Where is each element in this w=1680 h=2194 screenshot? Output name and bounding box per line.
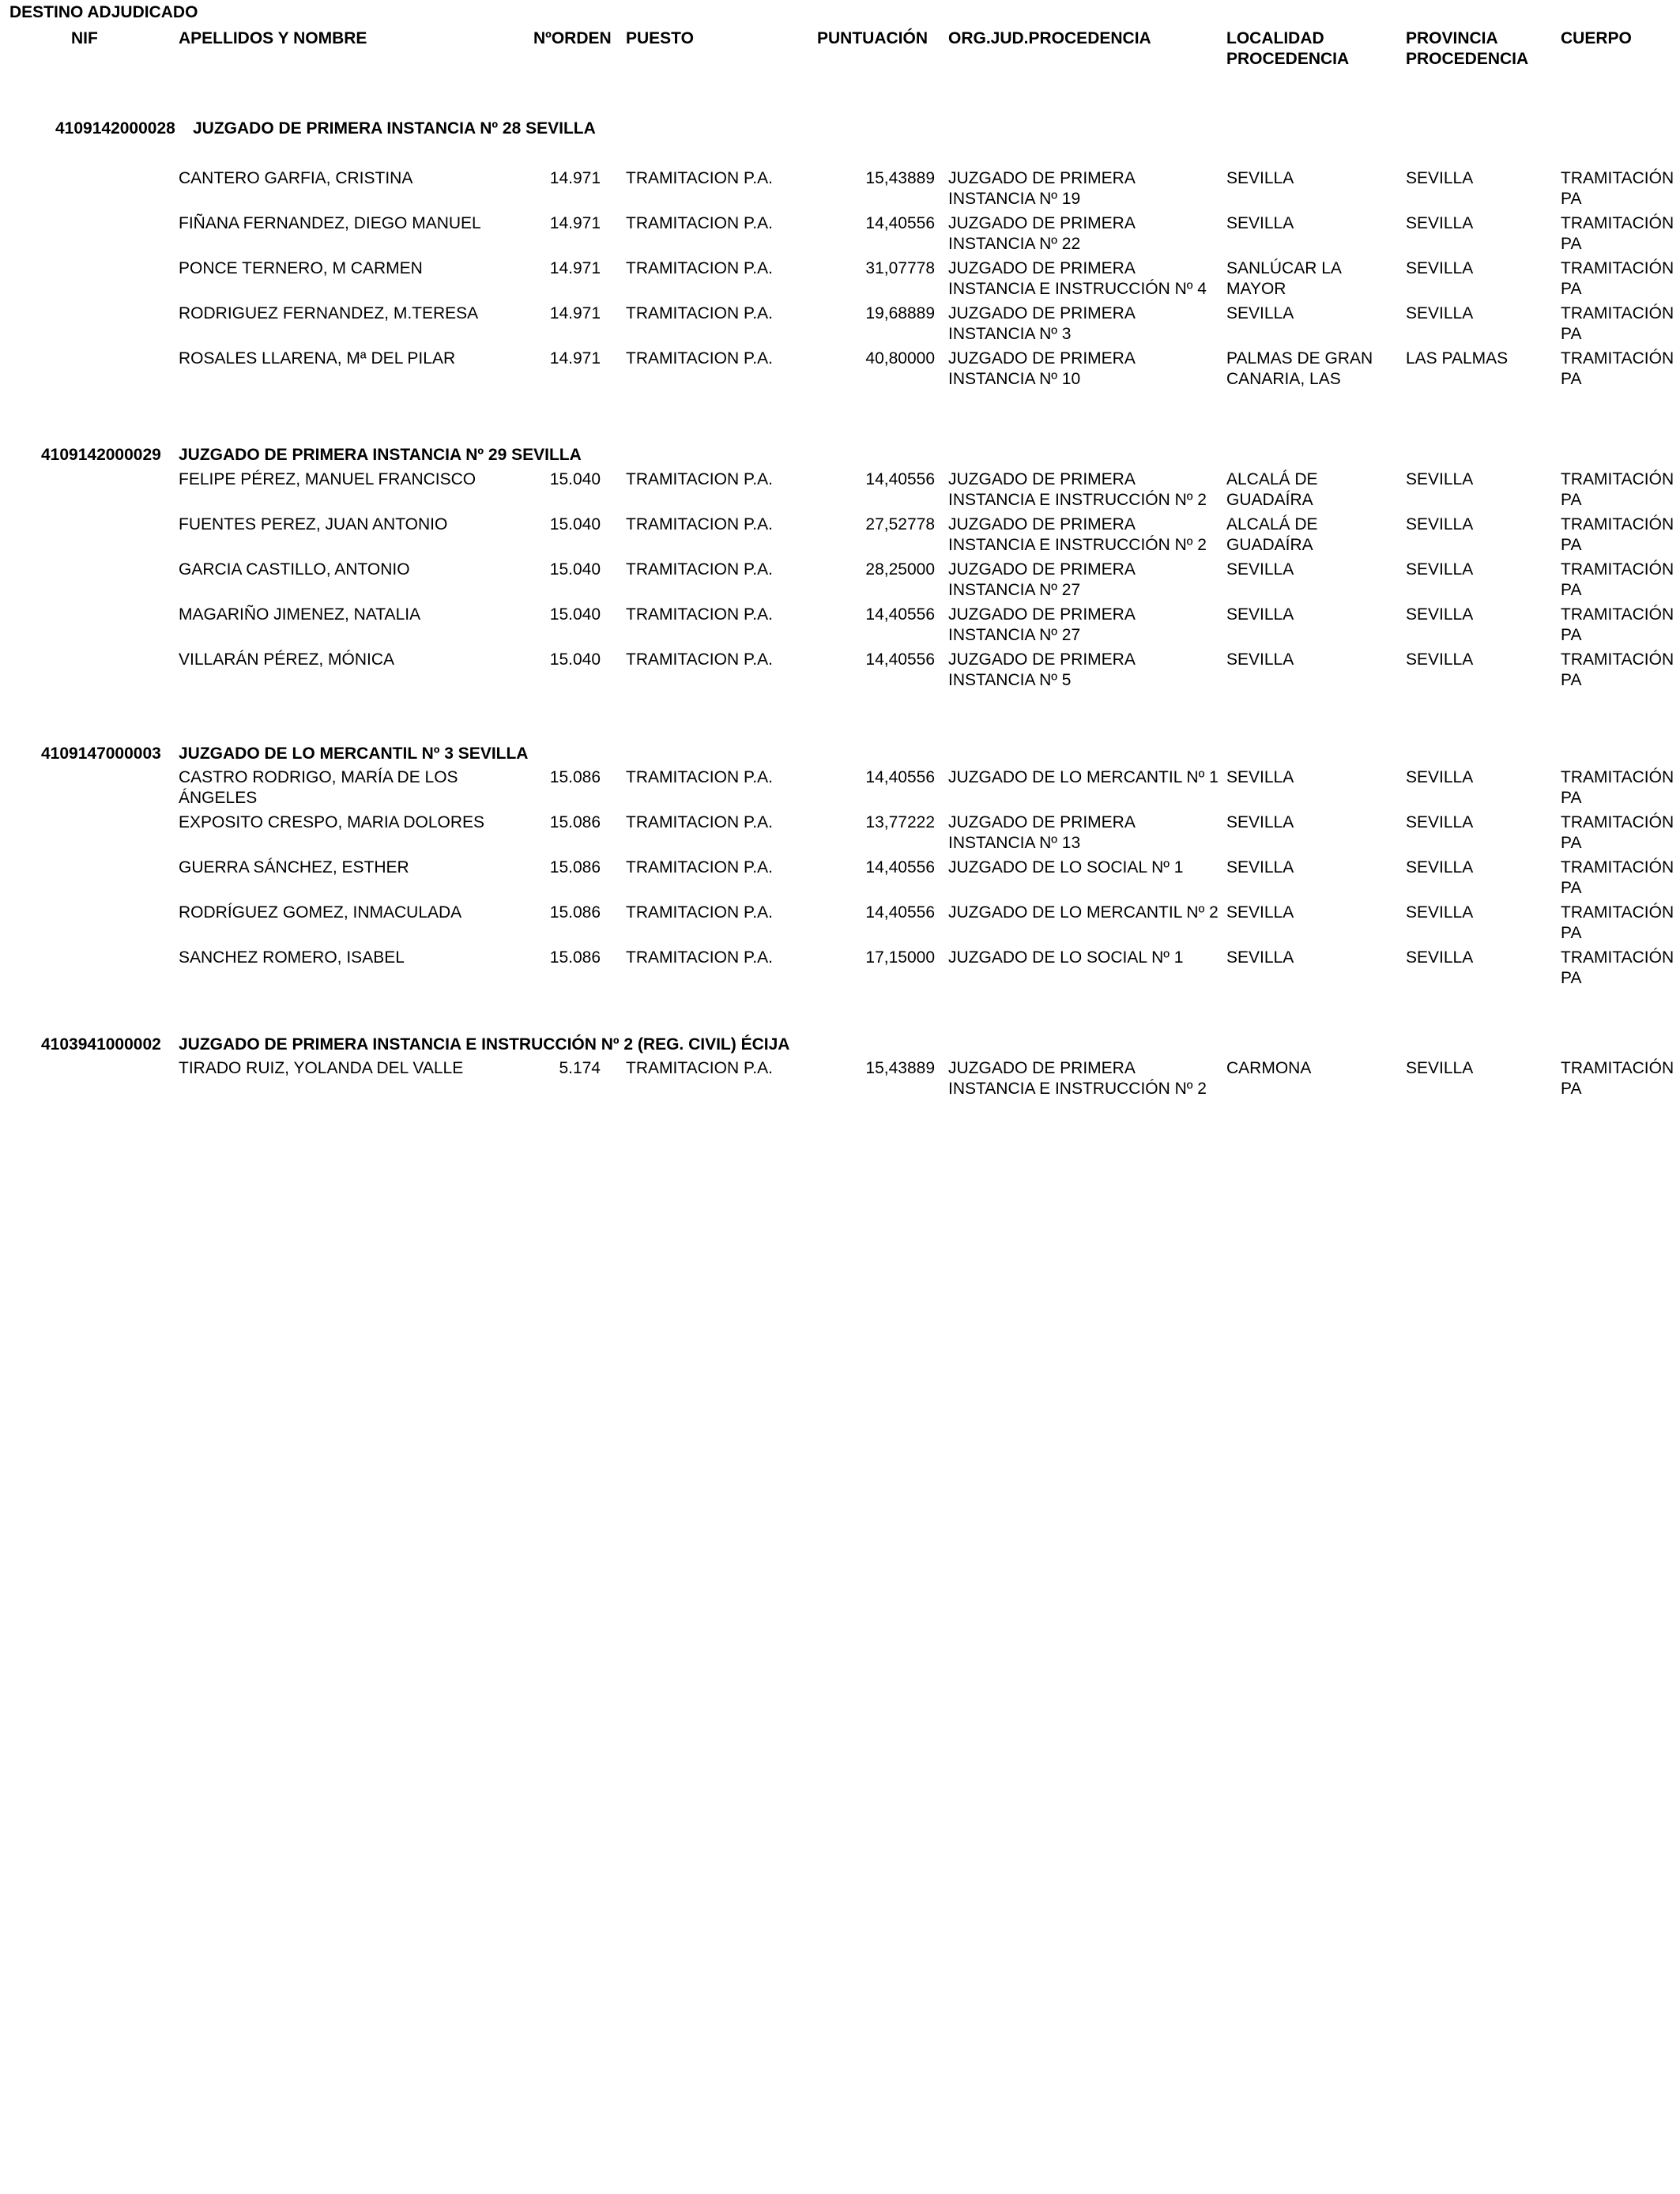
origin-locality: ALCALÁ DE GUADAÍRA — [1226, 470, 1318, 509]
origin-locality: SEVILLA — [1226, 214, 1294, 232]
score: 14,40556 — [865, 650, 935, 669]
origin-locality: PALMAS DE GRAN CANARIA, LAS — [1226, 349, 1373, 388]
position: TRAMITACION P.A. — [626, 560, 773, 579]
court-name: JUZGADO DE LO MERCANTIL Nº 3 SEVILLA — [179, 745, 529, 763]
position: TRAMITACION P.A. — [626, 470, 773, 488]
court-name: JUZGADO DE PRIMERA INSTANCIA Nº 29 SEVILLA — [179, 446, 582, 464]
score: 27,52778 — [865, 515, 935, 533]
corps: TRAMITACIÓN PA — [1561, 560, 1674, 599]
person-name: EXPOSITO CRESPO, MARIA DOLORES — [179, 813, 485, 831]
header-puntuacion: PUNTUACIÓN — [817, 29, 928, 47]
origin-province: SEVILLA — [1406, 169, 1474, 187]
person-name: FIÑANA FERNANDEZ, DIEGO MANUEL — [179, 214, 481, 232]
order-number: 15.040 — [549, 515, 601, 533]
order-number: 15.040 — [549, 470, 601, 488]
score: 31,07778 — [865, 259, 935, 277]
origin-province: SEVILLA — [1406, 605, 1474, 624]
header-localidad: LOCALIDAD PROCEDENCIA — [1226, 29, 1350, 68]
person-name: MAGARIÑO JIMENEZ, NATALIA — [179, 605, 421, 624]
order-number: 15.086 — [549, 903, 601, 922]
score: 28,25000 — [865, 560, 935, 579]
position: TRAMITACION P.A. — [626, 858, 773, 876]
origin-court: JUZGADO DE PRIMERA INSTANCIA Nº 5 — [948, 650, 1135, 689]
origin-province: SEVILLA — [1406, 813, 1474, 831]
origin-locality: SEVILLA — [1226, 560, 1294, 579]
origin-court: JUZGADO DE LO MERCANTIL Nº 2 — [948, 903, 1219, 922]
position: TRAMITACION P.A. — [626, 650, 773, 669]
person-name: ROSALES LLARENA, Mª DEL PILAR — [179, 349, 456, 368]
origin-court: JUZGADO DE LO SOCIAL Nº 1 — [948, 948, 1184, 967]
score: 15,43889 — [865, 1059, 935, 1077]
position: TRAMITACION P.A. — [626, 948, 773, 967]
order-number: 14.971 — [549, 214, 601, 232]
score: 40,80000 — [865, 349, 935, 368]
person-name: TIRADO RUIZ, YOLANDA DEL VALLE — [179, 1059, 464, 1077]
origin-court: JUZGADO DE PRIMERA INSTANCIA Nº 19 — [948, 169, 1135, 208]
origin-locality: SEVILLA — [1226, 169, 1294, 187]
origin-province: SEVILLA — [1406, 560, 1474, 579]
origin-court: JUZGADO DE PRIMERA INSTANCIA Nº 22 — [948, 214, 1135, 253]
origin-court: JUZGADO DE LO SOCIAL Nº 1 — [948, 858, 1184, 876]
header-nif: NIF — [71, 29, 98, 47]
score: 14,40556 — [865, 903, 935, 922]
origin-locality: SEVILLA — [1226, 605, 1294, 624]
person-name: RODRIGUEZ FERNANDEZ, M.TERESA — [179, 304, 479, 322]
corps: TRAMITACIÓN PA — [1561, 903, 1674, 942]
score: 14,40556 — [865, 768, 935, 786]
origin-court: JUZGADO DE PRIMERA INSTANCIA Nº 27 — [948, 605, 1135, 644]
header-provincia: PROVINCIA PROCEDENCIA — [1406, 29, 1529, 68]
score: 14,40556 — [865, 214, 935, 232]
score: 14,40556 — [865, 858, 935, 876]
order-number: 5.174 — [559, 1059, 601, 1077]
court-name: JUZGADO DE PRIMERA INSTANCIA Nº 28 SEVILLA — [193, 119, 596, 138]
origin-province: SEVILLA — [1406, 948, 1474, 967]
order-number: 15.040 — [549, 650, 601, 669]
position: TRAMITACION P.A. — [626, 349, 773, 368]
position: TRAMITACION P.A. — [626, 515, 773, 533]
origin-province: SEVILLA — [1406, 515, 1474, 533]
corps: TRAMITACIÓN PA — [1561, 858, 1674, 897]
order-number: 15.040 — [549, 560, 601, 579]
person-name: GARCIA CASTILLO, ANTONIO — [179, 560, 410, 579]
score: 13,77222 — [865, 813, 935, 831]
order-number: 14.971 — [549, 304, 601, 322]
origin-court: JUZGADO DE PRIMERA INSTANCIA E INSTRUCCIÓN Nº 2 — [948, 470, 1207, 509]
score: 17,15000 — [865, 948, 935, 967]
court-code: 4109147000003 — [41, 745, 161, 763]
corps: TRAMITACIÓN PA — [1561, 813, 1674, 852]
origin-province: SEVILLA — [1406, 470, 1474, 488]
origin-locality: SEVILLA — [1226, 813, 1294, 831]
origin-court: JUZGADO DE PRIMERA INSTANCIA E INSTRUCCIÓN Nº 2 — [948, 1059, 1207, 1098]
corps: TRAMITACIÓN PA — [1561, 214, 1674, 253]
score: 19,68889 — [865, 304, 935, 322]
origin-court: JUZGADO DE PRIMERA INSTANCIA E INSTRUCCIÓN Nº 4 — [948, 259, 1207, 298]
position: TRAMITACION P.A. — [626, 903, 773, 922]
origin-court: JUZGADO DE PRIMERA INSTANCIA Nº 13 — [948, 813, 1135, 852]
person-name: PONCE TERNERO, M CARMEN — [179, 259, 423, 277]
origin-locality: SEVILLA — [1226, 768, 1294, 786]
origin-province: SEVILLA — [1406, 903, 1474, 922]
person-name: FUENTES PEREZ, JUAN ANTONIO — [179, 515, 448, 533]
order-number: 15.086 — [549, 813, 601, 831]
court-name: JUZGADO DE PRIMERA INSTANCIA E INSTRUCCIÓN Nº 2 (REG. CIVIL) ÉCIJA — [179, 1035, 790, 1054]
origin-province: SEVILLA — [1406, 1059, 1474, 1077]
corps: TRAMITACIÓN PA — [1561, 304, 1674, 343]
court-code: 4103941000002 — [41, 1035, 161, 1054]
position: TRAMITACION P.A. — [626, 214, 773, 232]
position: TRAMITACION P.A. — [626, 605, 773, 624]
order-number: 14.971 — [549, 349, 601, 368]
order-number: 15.040 — [549, 605, 601, 624]
person-name: GUERRA SÁNCHEZ, ESTHER — [179, 858, 409, 876]
person-name: SANCHEZ ROMERO, ISABEL — [179, 948, 405, 967]
origin-locality: SANLÚCAR LA MAYOR — [1226, 259, 1341, 298]
origin-province: SEVILLA — [1406, 259, 1474, 277]
header-puesto: PUESTO — [626, 29, 694, 47]
origin-province: SEVILLA — [1406, 768, 1474, 786]
origin-province: SEVILLA — [1406, 858, 1474, 876]
origin-locality: SEVILLA — [1226, 304, 1294, 322]
person-name: CANTERO GARFIA, CRISTINA — [179, 169, 413, 187]
score: 14,40556 — [865, 605, 935, 624]
score: 14,40556 — [865, 470, 935, 488]
header-org: ORG.JUD.PROCEDENCIA — [948, 29, 1151, 47]
corps: TRAMITACIÓN PA — [1561, 650, 1674, 689]
corps: TRAMITACIÓN PA — [1561, 349, 1674, 388]
origin-locality: ALCALÁ DE GUADAÍRA — [1226, 515, 1318, 554]
origin-locality: SEVILLA — [1226, 858, 1294, 876]
person-name: CASTRO RODRIGO, MARÍA DE LOS ÁNGELES — [179, 768, 458, 807]
header-orden: NºORDEN — [533, 29, 612, 47]
origin-locality: SEVILLA — [1226, 650, 1294, 669]
header-nombre: APELLIDOS Y NOMBRE — [179, 29, 367, 47]
origin-court: JUZGADO DE PRIMERA INSTANCIA Nº 10 — [948, 349, 1135, 388]
order-number: 15.086 — [549, 768, 601, 786]
corps: TRAMITACIÓN PA — [1561, 605, 1674, 644]
order-number: 14.971 — [549, 259, 601, 277]
corps: TRAMITACIÓN PA — [1561, 768, 1674, 807]
position: TRAMITACION P.A. — [626, 169, 773, 187]
origin-locality: CARMONA — [1226, 1059, 1312, 1077]
origin-court: JUZGADO DE PRIMERA INSTANCIA E INSTRUCCIÓN Nº 2 — [948, 515, 1207, 554]
corps: TRAMITACIÓN PA — [1561, 1059, 1674, 1098]
person-name: FELIPE PÉREZ, MANUEL FRANCISCO — [179, 470, 477, 488]
corps: TRAMITACIÓN PA — [1561, 515, 1674, 554]
person-name: VILLARÁN PÉREZ, MÓNICA — [179, 650, 395, 669]
score: 15,43889 — [865, 169, 935, 187]
corps: TRAMITACIÓN PA — [1561, 169, 1674, 208]
origin-court: JUZGADO DE LO MERCANTIL Nº 1 — [948, 768, 1219, 786]
court-code: 4109142000029 — [41, 446, 161, 464]
court-code: 4109142000028 — [55, 119, 175, 138]
position: TRAMITACION P.A. — [626, 813, 773, 831]
position: TRAMITACION P.A. — [626, 1059, 773, 1077]
order-number: 15.086 — [549, 858, 601, 876]
document-title: DESTINO ADJUDICADO — [9, 3, 198, 21]
corps: TRAMITACIÓN PA — [1561, 259, 1674, 298]
position: TRAMITACION P.A. — [626, 259, 773, 277]
origin-province: SEVILLA — [1406, 214, 1474, 232]
origin-court: JUZGADO DE PRIMERA INSTANCIA Nº 27 — [948, 560, 1135, 599]
origin-province: SEVILLA — [1406, 304, 1474, 322]
origin-locality: SEVILLA — [1226, 903, 1294, 922]
origin-province: SEVILLA — [1406, 650, 1474, 669]
corps: TRAMITACIÓN PA — [1561, 948, 1674, 987]
origin-province: LAS PALMAS — [1406, 349, 1509, 368]
origin-court: JUZGADO DE PRIMERA INSTANCIA Nº 3 — [948, 304, 1135, 343]
order-number: 15.086 — [549, 948, 601, 967]
header-cuerpo: CUERPO — [1561, 29, 1632, 47]
order-number: 14.971 — [549, 169, 601, 187]
corps: TRAMITACIÓN PA — [1561, 470, 1674, 509]
person-name: RODRÍGUEZ GOMEZ, INMACULADA — [179, 903, 462, 922]
position: TRAMITACION P.A. — [626, 768, 773, 786]
origin-locality: SEVILLA — [1226, 948, 1294, 967]
position: TRAMITACION P.A. — [626, 304, 773, 322]
